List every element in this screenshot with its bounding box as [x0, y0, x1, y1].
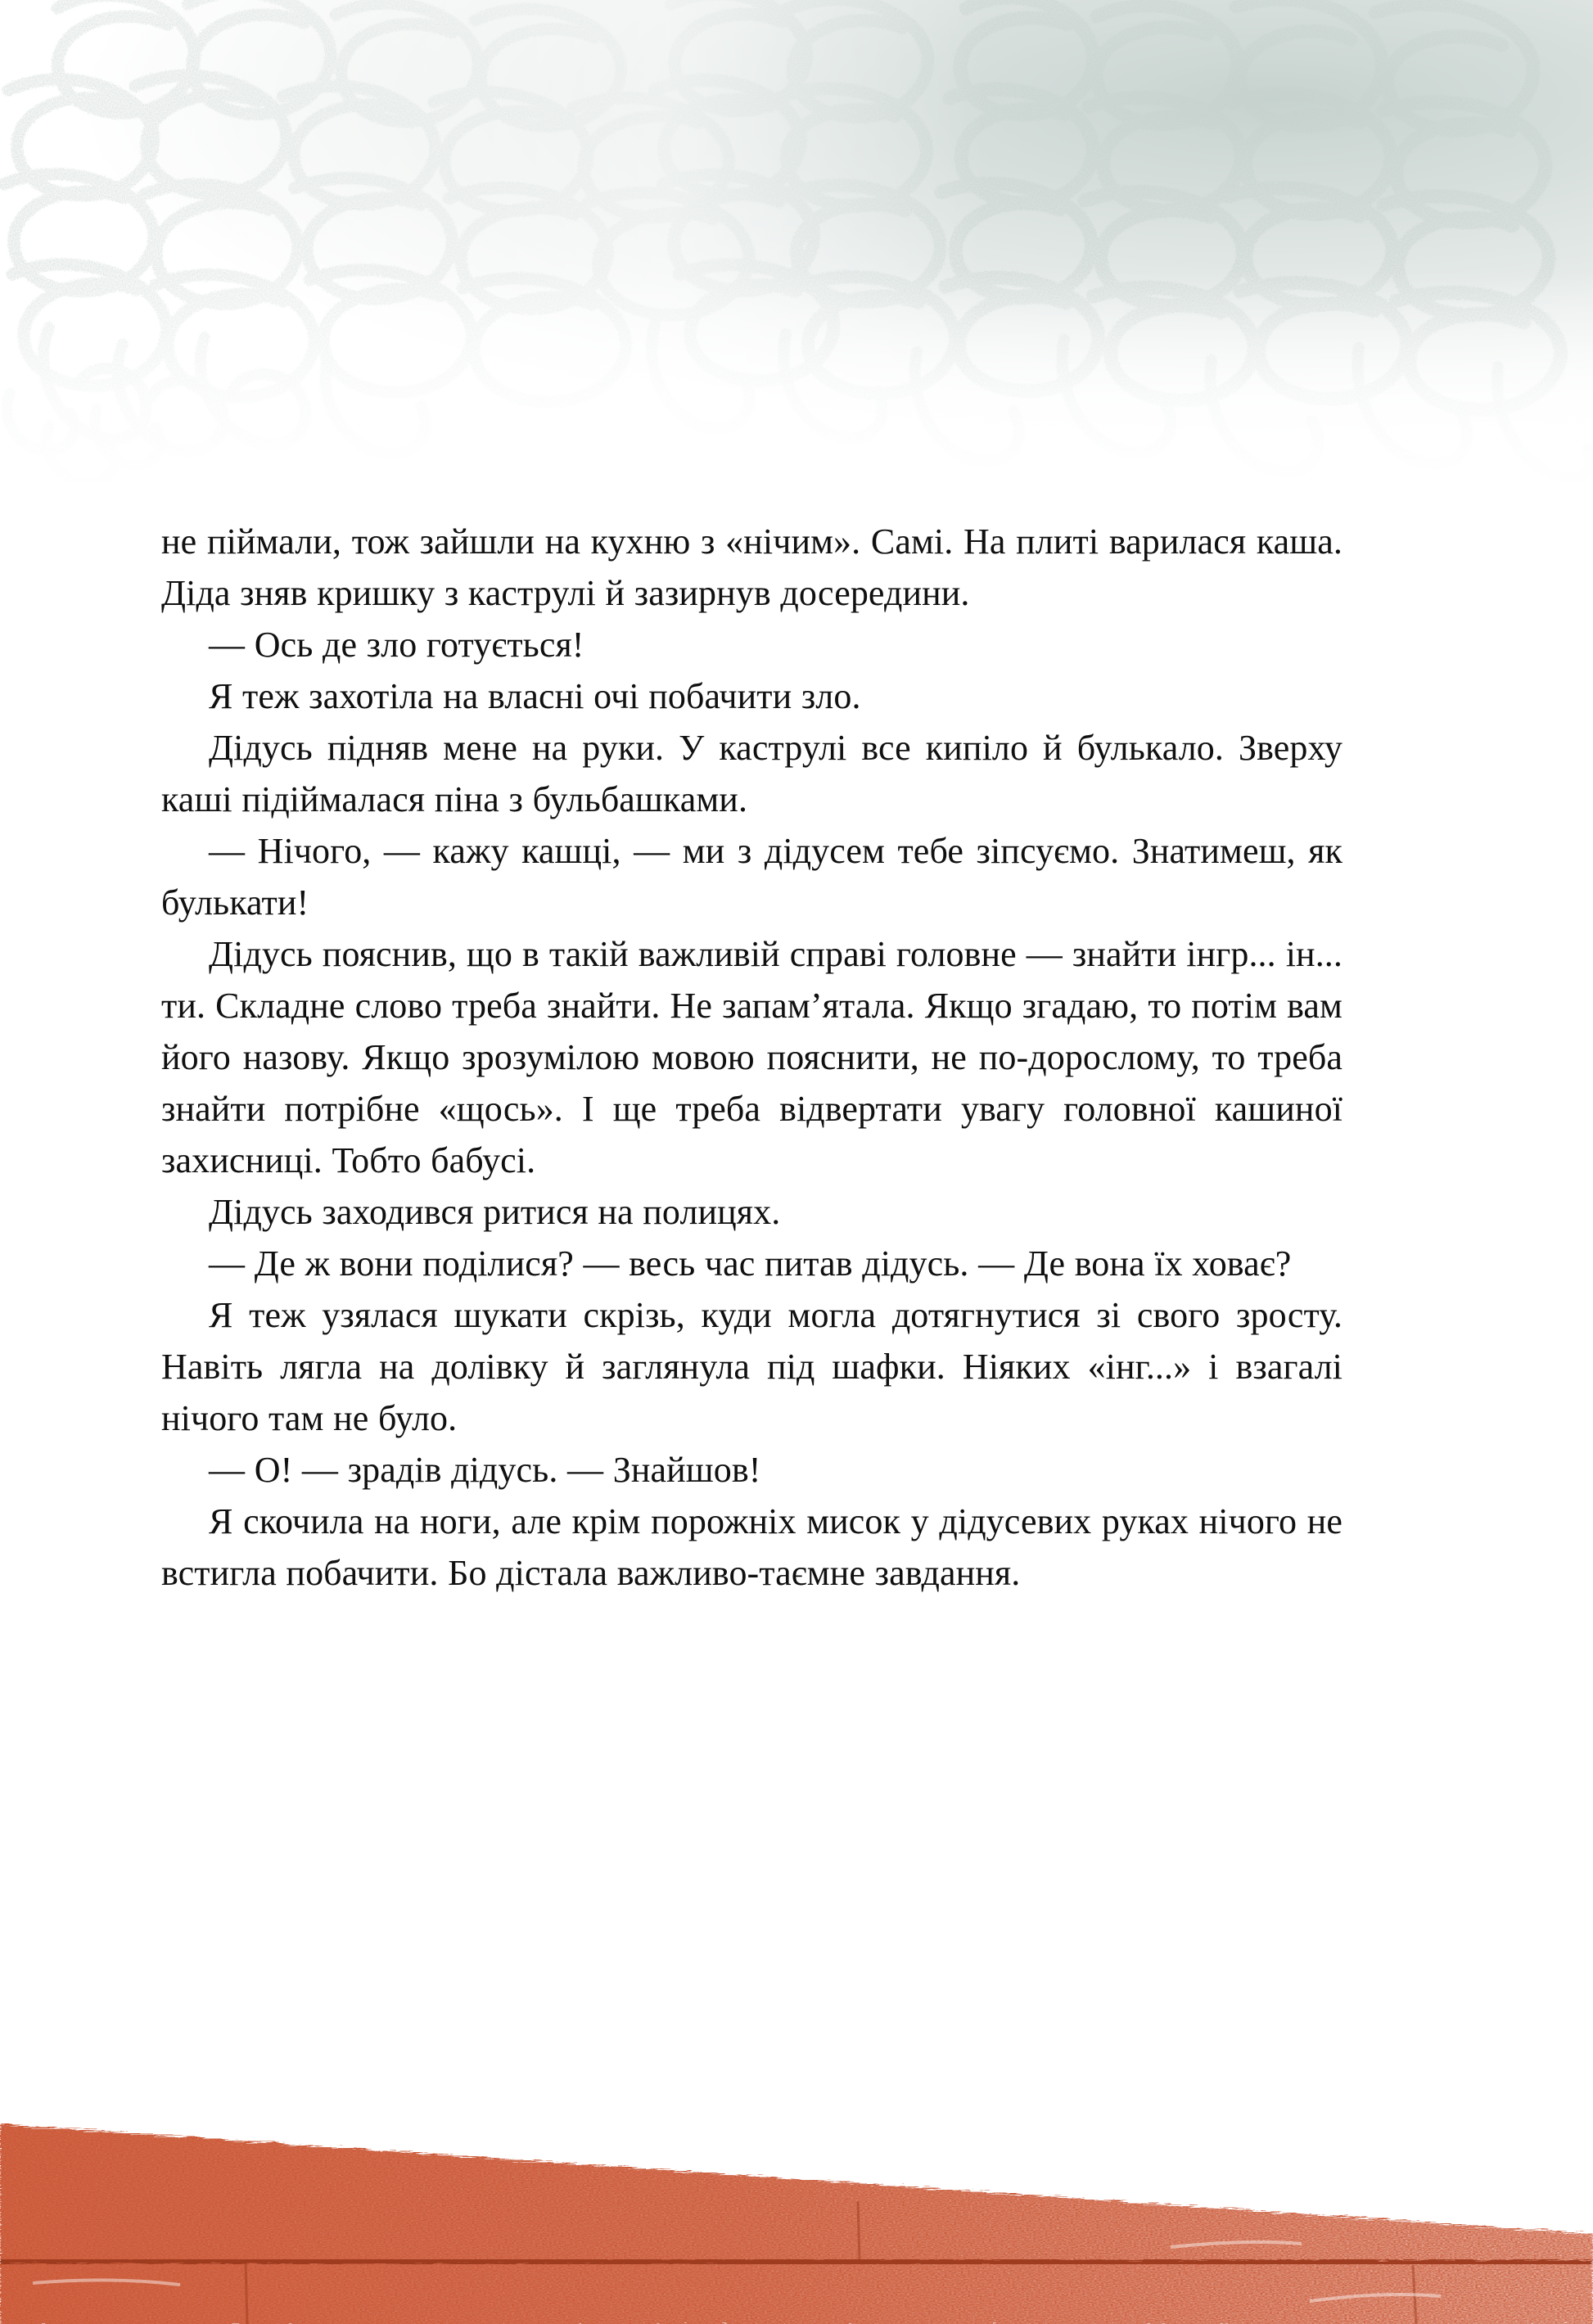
- paragraph: Дідусь заходився ритися на полицях.: [209, 1192, 781, 1232]
- paragraph: Я теж узялася шукати скрізь, куди могла дотягнутися зі свого зросту. Навіть лягла на долівку й заглянула під шафки. Ніяких «інг...» і взагалі нічого там не було.: [161, 1295, 1343, 1438]
- paragraph: — Ось де зло готується!: [209, 625, 584, 665]
- paragraph: — О! — зрадів дідусь. — Знайшов!: [209, 1450, 761, 1490]
- paragraph: Я теж захотіла на власні очі побачити зло.: [209, 676, 861, 716]
- paragraph: — Де ж вони поділися? — весь час питав дідусь. — Де вона їх ховає?: [209, 1243, 1292, 1284]
- crayon-scribble-decoration: [0, 0, 1593, 491]
- orange-ground-band: [0, 2078, 1593, 2324]
- paragraph: Дідусь підняв мене на руки. У каструлі все кипіло й булькало. Зверху каші підіймалася піна з бульбашками.: [161, 728, 1343, 819]
- paragraph: Я скочила на ноги, але крім порожніх мисок у дідусевих руках нічого не встигла побачити. Бо дістала важливо-таємне завдання.: [161, 1501, 1343, 1593]
- paragraph: не піймали, тож зайшли на кухню з «нічим». Самі. На плиті варилася каша. Діда зняв кришку з каструлі й зазирнув досередини.: [161, 521, 1343, 613]
- page-body-text: [161, 516, 1343, 1599]
- paragraph: Дідусь пояснив, що в такій важливій справі головне — знайти інгр... ін... ти. Складне слово треба знайти. Не запам’ятала. Якщо згадаю, то потім вам його назову. Якщо зрозумілою мовою пояснити, не по-дорослому, то треба знайти потрібне «щось». І ще треба відвертати увагу головної кашиної захисниці. Тобто бабусі.: [161, 934, 1343, 1180]
- paragraph: — Нічого, — кажу кашці, — ми з дідусем тебе зіпсуємо. Знатимеш, як булькати!: [161, 831, 1343, 923]
